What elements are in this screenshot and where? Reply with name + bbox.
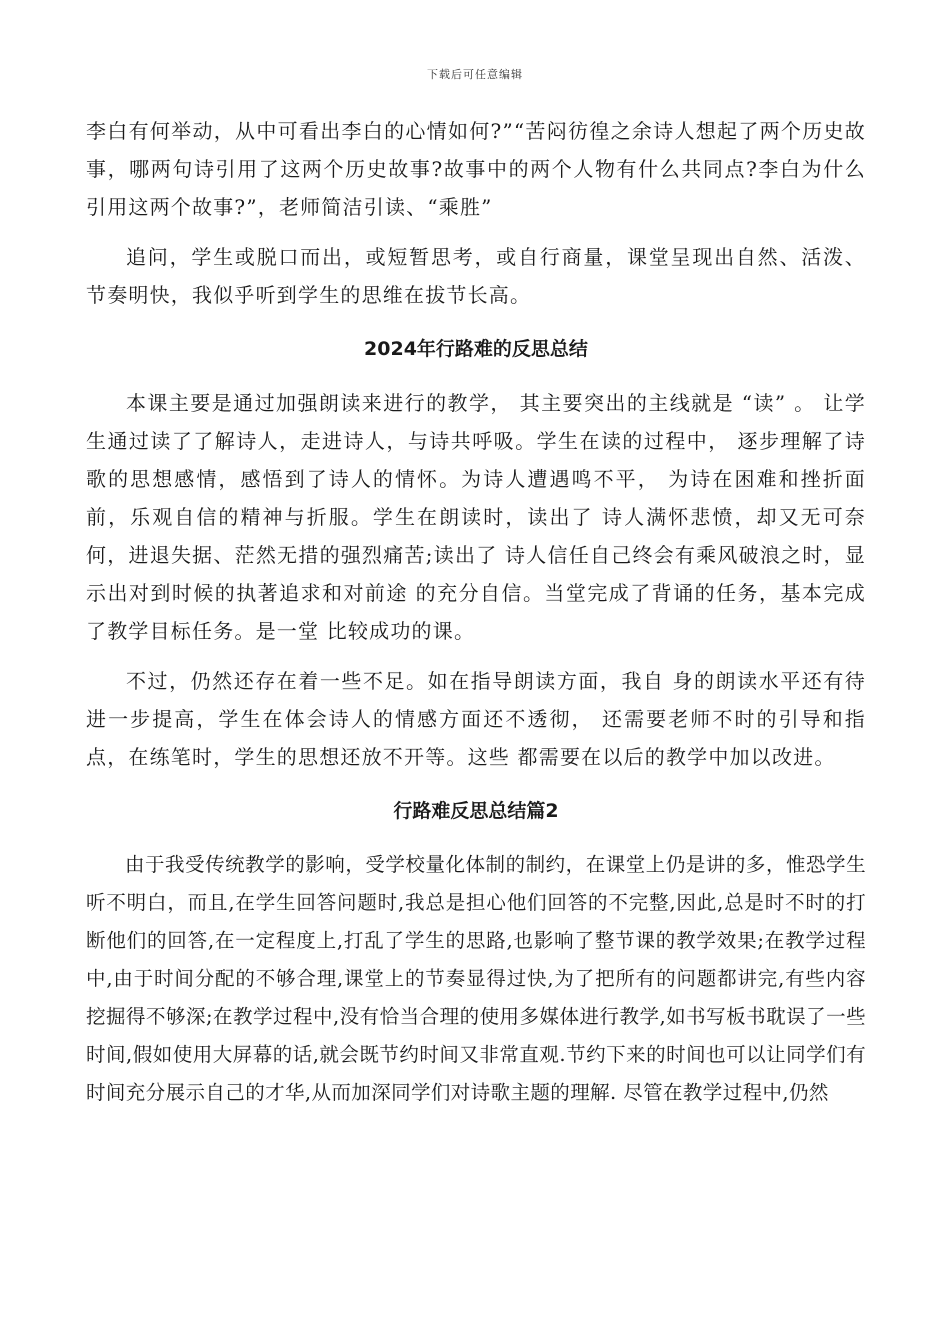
paragraph: 由于我受传统教学的影响，受学校量化体制的制约，在课堂上仍是讲的多，惟恐学生听不明白，而且,在学生回答问题时,我总是担心他们回答的不完整,因此,总是时不时的打断他们的回答,在一定程度上,打乱了学生的思路,也影响了整节课的教学效果;在教学过程中,由于时间分配的不够合理,课堂上的节奏显得过快,为了把所有的问题都讲完,有些内容挖掘得不够深;在教学过程中,没有恰当合理的使用多媒体进行教学,如书写板书耽误了一些时间,假如使用大屏幕的话,就会既节约时间又非常直观.节约下来的时间也可以让同学们有时间充分展示自己的才华,从而加深同学们对诗歌主题的理解. 尽管在教学过程中,仍然 — [86, 853, 866, 1104]
paragraph: 本课主要是通过加强朗读来进行的教学， 其主要突出的主线就是 “读” 。 让学生通过读了了解诗人，走进诗人，与诗共呼吸。学生在读的过程中， 逐步理解了诗歌的思想感情，感悟到了诗人的情怀。为诗人遭遇鸣不平， 为诗在困难和挫折面前，乐观自信的精神与折服。学生在朗读时，读出了 诗人满怀悲愤，却又无可奈何，进退失据、茫然无措的强烈痛苦;读出了 诗人信任自己终会有乘风破浪之时，显示出对到时候的执著追求和对前途 的充分自信。当堂完成了背诵的任务，基本完成了教学目标任务。是一堂 比较成功的课。 — [86, 391, 866, 643]
section-heading: 2024年行路难的反思总结 — [364, 338, 588, 360]
section-heading: 行路难反思总结篇2 — [393, 800, 559, 822]
paragraph: 追问，学生或脱口而出，或短暂思考，或自行商量，课堂呈现出自然、活泼、节奏明快，我似乎听到学生的思维在拔节长高。 — [86, 245, 866, 307]
document-body — [86, 112, 866, 1124]
page-header: 下载后可任意编辑 — [427, 68, 523, 81]
paragraph: 李白有何举动，从中可看出李白的心情如何?”“苦闷彷徨之余诗人想起了两个历史故事，哪两句诗引用了这两个历史故事?故事中的两个人物有什么共同点?李白为什么引用这两个故事?”，老师简洁引读、“乘胜” — [86, 119, 866, 219]
paragraph: 不过，仍然还存在着一些不足。如在指导朗读方面，我自 身的朗读水平还有待进一步提高，学生在体会诗人的情感方面还不透彻， 还需要老师不时的引导和指点，在练笔时，学生的思想还放不开等。这些 都需要在以后的教学中加以改进。 — [86, 669, 866, 769]
